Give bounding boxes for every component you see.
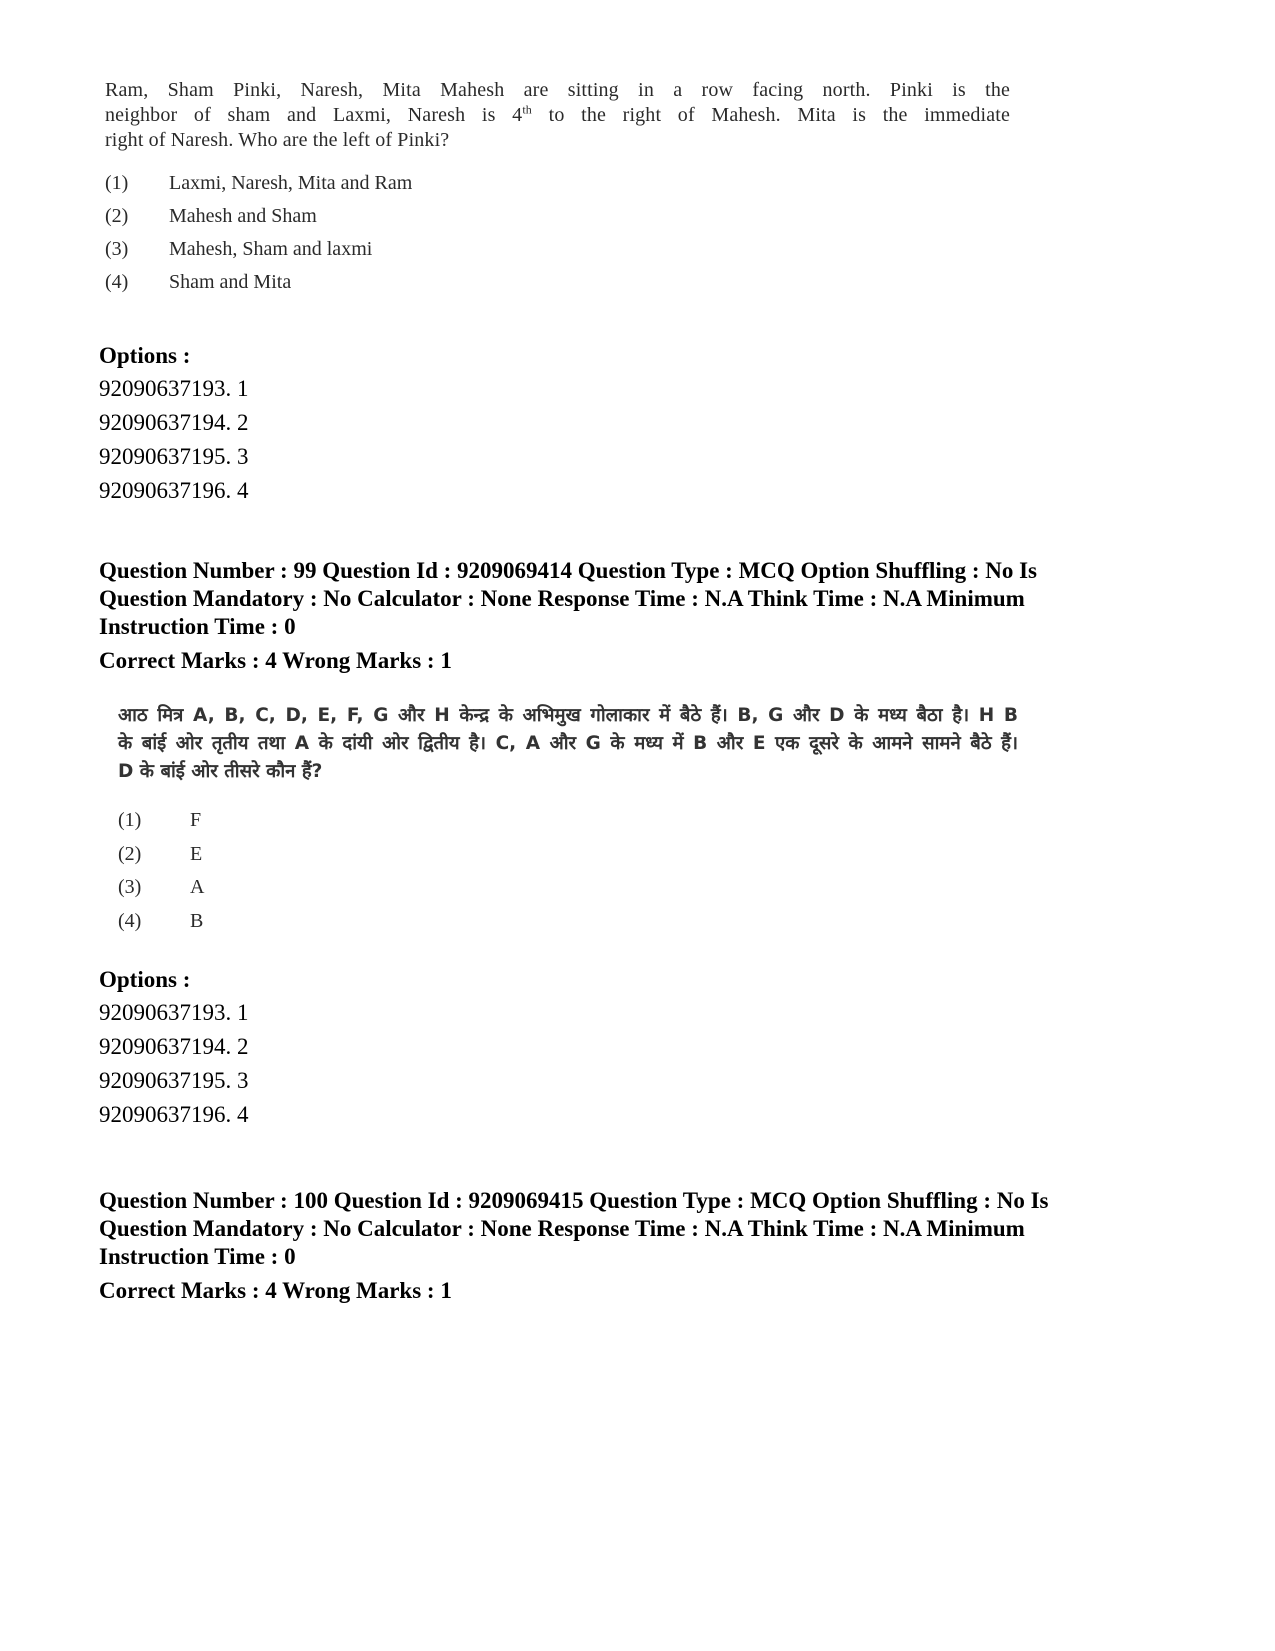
option-item: 92090637195. 3 (99, 444, 249, 469)
choice-text: Laxmi, Naresh, Mita and Ram (169, 172, 413, 194)
choice-row (105, 167, 1010, 200)
option-item: 92090637195. 3 (99, 1068, 249, 1093)
option-item: 92090637196. 4 (99, 478, 249, 503)
option-item: 92090637194. 2 (99, 1034, 249, 1059)
question-100-meta (99, 1187, 1159, 1305)
superscript-th: th (522, 102, 532, 117)
question-98-line-2 (105, 103, 1010, 128)
choice-row (118, 871, 1018, 905)
meta-line-1: Question Number : 99 Question Id : 9209069414 Question Type : MCQ Option Shuffling : No Is (99, 558, 1038, 583)
meta-line-2: Question Mandatory : No Calculator : None Response Time : N.A Think Time : N.A Minimum (99, 1216, 1025, 1241)
option-item: 92090637193. 1 (99, 376, 249, 401)
question-98-choices (105, 167, 1010, 299)
options-heading: Options : (99, 343, 191, 368)
options-heading: Options : (99, 967, 191, 992)
question-99-line-1: आठ मित्र A, B, C, D, E, F, G और H केन्द्र के अभिमुख गोलाकार में बैठे हैं। B, G और D के मध्य बैठा है। H B (118, 705, 1018, 726)
question-98-line-2a: neighbor of sham and Laxmi, Naresh is 4 (105, 104, 523, 126)
choice-number: (3) (118, 876, 142, 899)
choice-text: Mahesh, Sham and laxmi (169, 238, 373, 260)
choice-row (105, 266, 1010, 299)
choice-text: Sham and Mita (169, 271, 292, 293)
choice-number: (1) (118, 809, 142, 832)
choice-number: (4) (105, 271, 129, 293)
options-list-99 (99, 963, 249, 1132)
choice-text: E (190, 842, 203, 865)
marks-line: Correct Marks : 4 Wrong Marks : 1 (99, 1278, 452, 1303)
choice-text: Mahesh and Sham (169, 205, 317, 227)
choice-text: A (190, 876, 205, 899)
meta-line-3: Instruction Time : 0 (99, 614, 296, 639)
meta-line-3: Instruction Time : 0 (99, 1244, 296, 1269)
option-item: 92090637194. 2 (99, 410, 249, 435)
choice-number: (2) (105, 205, 129, 227)
choice-text: B (190, 909, 204, 932)
question-99-line-3: D के बांई ओर तीसरे कौन हैं? (118, 761, 323, 782)
choice-row (105, 200, 1010, 233)
choice-text: F (190, 809, 202, 832)
choice-row (118, 804, 1018, 838)
question-99-line-2: के बांई ओर तृतीय तथा A के दांयी ओर द्वितीय है। C, A और G के मध्य में B और E एक दूसरे के आमने सामने बैठे हैं। (118, 733, 1018, 754)
meta-line-1: Question Number : 100 Question Id : 9209069415 Question Type : MCQ Option Shuffling : No Is (99, 1188, 1049, 1213)
choice-row (118, 838, 1018, 872)
meta-line-2: Question Mandatory : No Calculator : None Response Time : N.A Think Time : N.A Minimum (99, 586, 1025, 611)
option-item: 92090637193. 1 (99, 1000, 249, 1025)
question-98-line-2b: to the right of Mahesh. Mita is the immediate (531, 104, 1010, 126)
question-99-text (118, 702, 1018, 786)
choice-number: (3) (105, 238, 129, 260)
question-99-choices (118, 804, 1018, 938)
question-98-text (105, 78, 1010, 153)
choice-row (118, 905, 1018, 939)
question-99-image (118, 702, 1018, 938)
question-98-line-3: right of Naresh. Who are the left of Pinki? (105, 129, 450, 151)
choice-number: (2) (118, 842, 142, 865)
question-99-meta (99, 557, 1159, 675)
option-item: 92090637196. 4 (99, 1102, 249, 1127)
choice-row (105, 233, 1010, 266)
options-list-98 (99, 339, 249, 508)
question-98-line-1: Ram, Sham Pinki, Naresh, Mita Mahesh are sitting in a row facing north. Pinki is the (105, 79, 1010, 101)
question-98-image (105, 78, 1010, 299)
marks-line: Correct Marks : 4 Wrong Marks : 1 (99, 648, 452, 673)
choice-number: (1) (105, 172, 129, 194)
choice-number: (4) (118, 909, 142, 932)
